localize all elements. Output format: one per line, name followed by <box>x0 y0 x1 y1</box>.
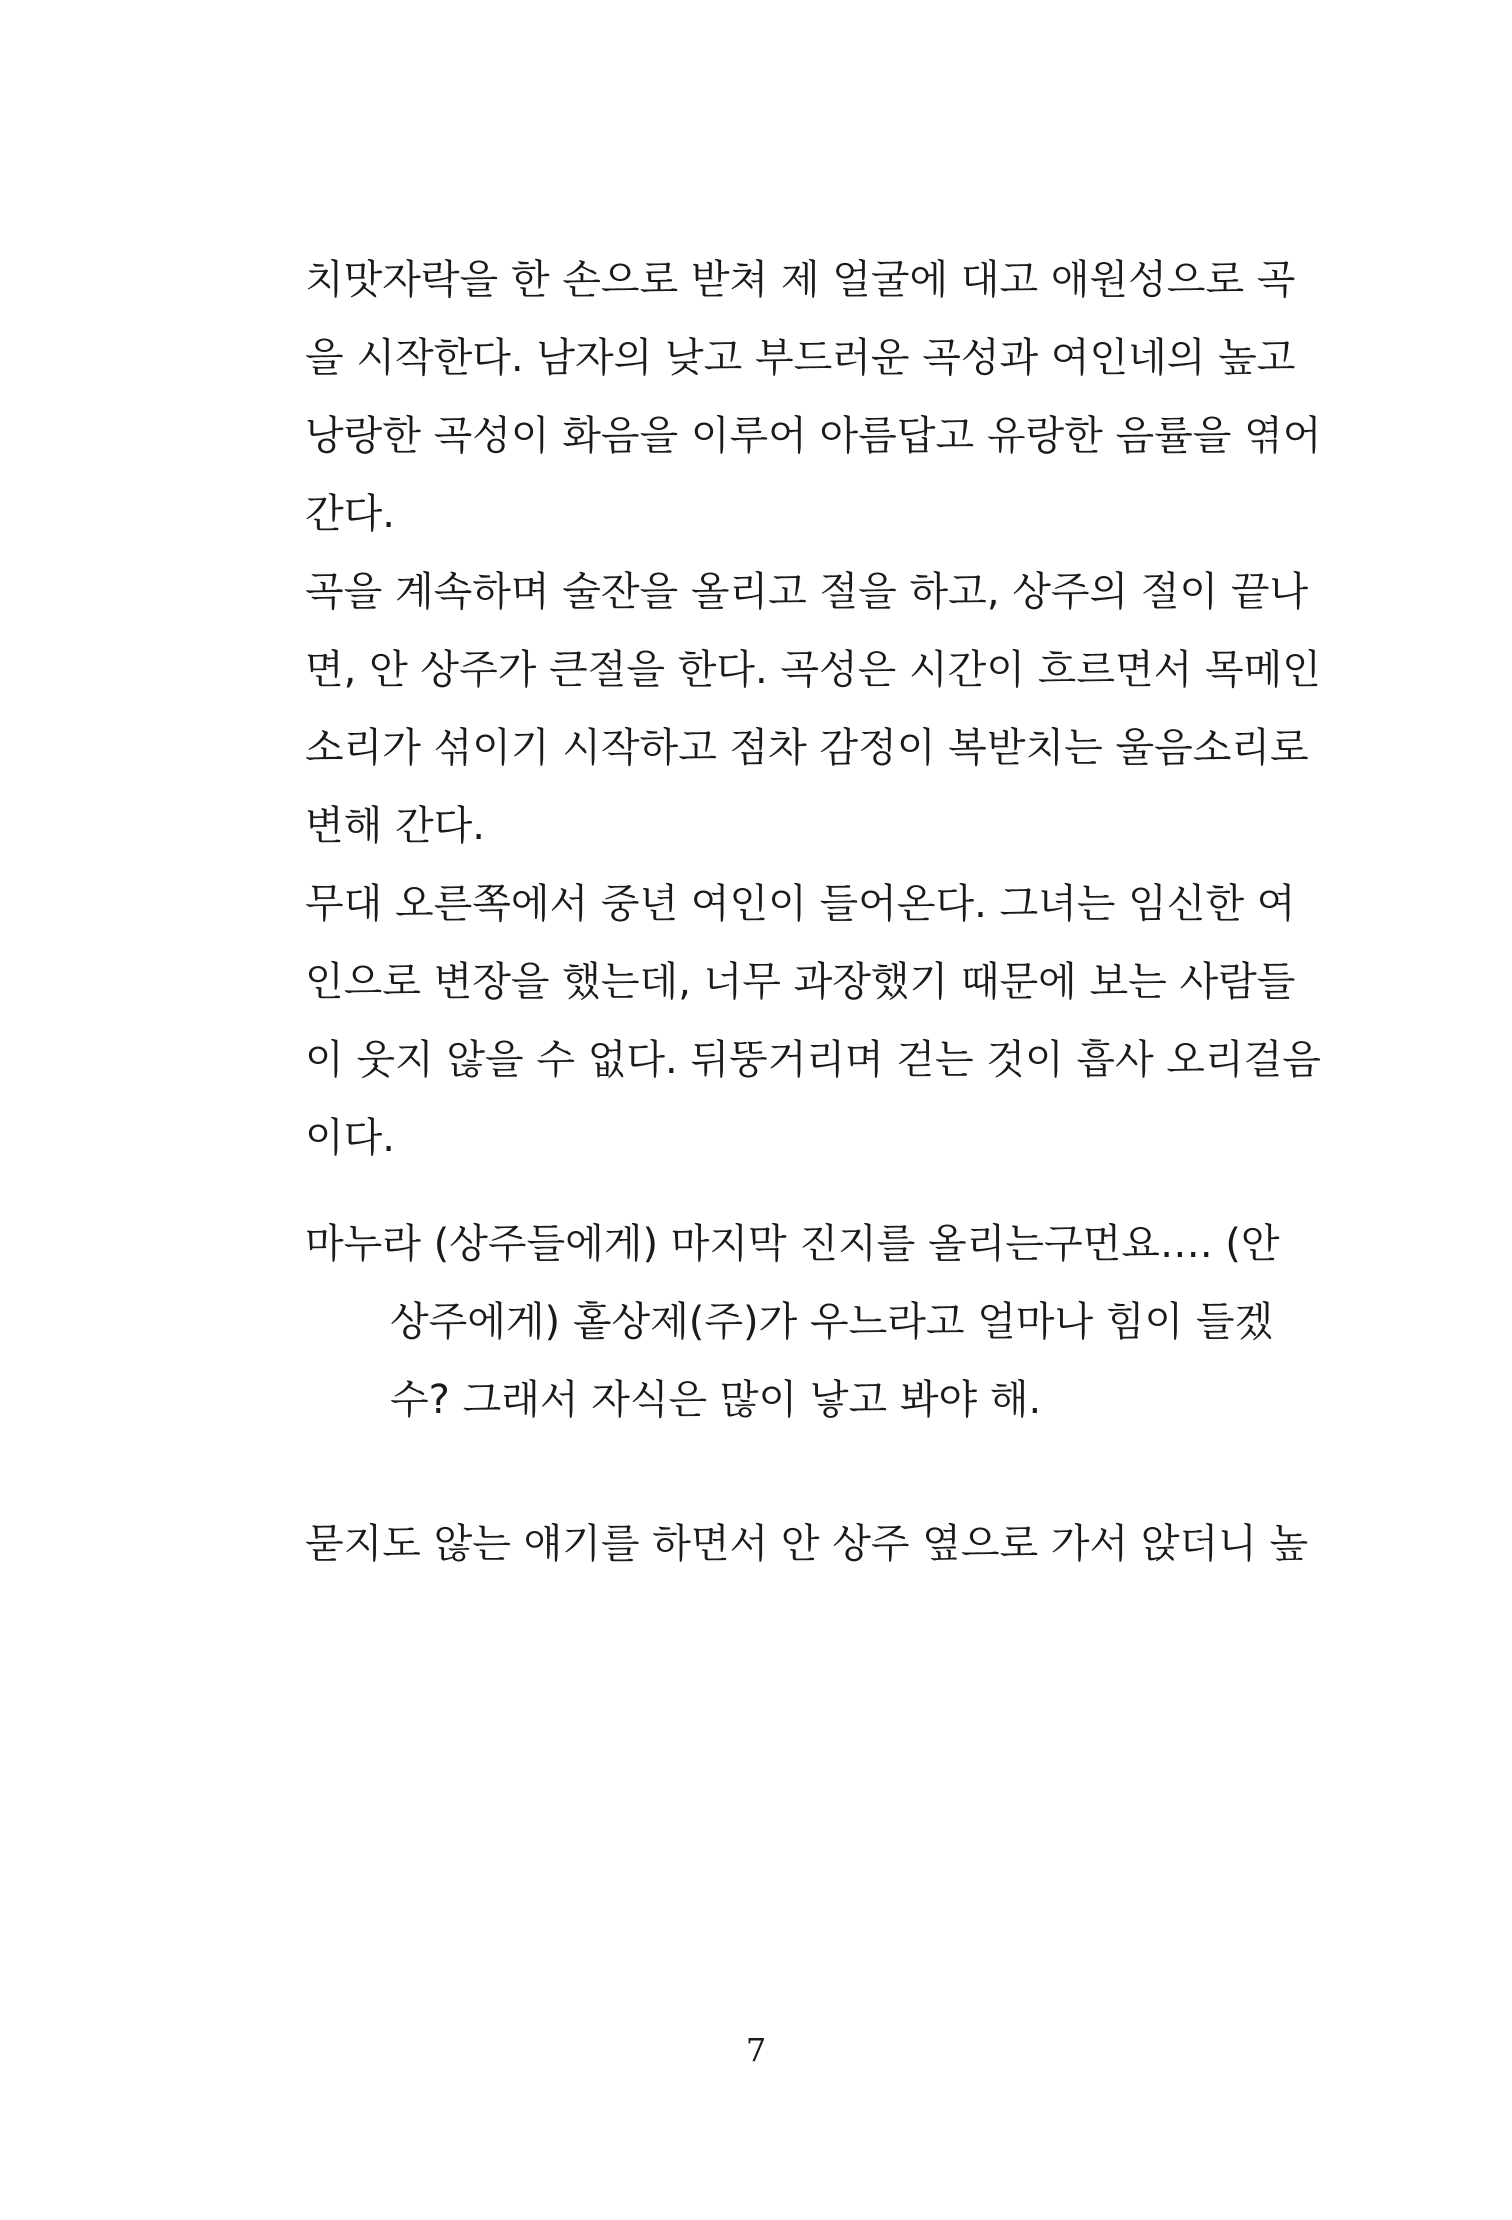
text-line: 무대 오른쪽에서 중년 여인이 들어온다. 그녀는 임신한 여 <box>305 881 1296 927</box>
dialogue-line: 수? 그래서 자식은 많이 낳고 봐야 해. <box>390 1377 1042 1423</box>
text-line: 이 웃지 않을 수 없다. 뒤뚱거리며 걷는 것이 흡사 오리걸음 <box>305 1037 1321 1083</box>
text-line: 을 시작한다. 남자의 낮고 부드러운 곡성과 여인네의 높고 <box>305 335 1296 381</box>
text-line: 곡을 계속하며 술잔을 올리고 절을 하고, 상주의 절이 끝나 <box>305 569 1309 615</box>
text-line: 면, 안 상주가 큰절을 한다. 곡성은 시간이 흐르면서 목메인 <box>305 647 1321 693</box>
text-line: 간다. <box>305 491 395 537</box>
page-number: 7 <box>745 2031 767 2069</box>
text-line: 낭랑한 곡성이 화음을 이루어 아름답고 유랑한 음률을 엮어 <box>305 413 1322 459</box>
dialogue-line-speaker: 마누라 (상주들에게) 마지막 진지를 올리는구먼요…. (안 <box>305 1221 1280 1267</box>
text-line: 인으로 변장을 했는데, 너무 과장했기 때문에 보는 사람들 <box>305 959 1296 1005</box>
dialogue-line: 상주에게) 홑상제(주)가 우느라고 얼마나 힘이 들겠 <box>390 1299 1274 1345</box>
text-line: 치맛자락을 한 손으로 받쳐 제 얼굴에 대고 애원성으로 곡 <box>305 257 1296 303</box>
text-line: 소리가 섞이기 시작하고 점차 감정이 복받치는 울음소리로 <box>305 725 1309 771</box>
closing-text-line: 묻지도 않는 얘기를 하면서 안 상주 옆으로 가서 앉더니 높 <box>305 1521 1309 1567</box>
text-line: 이다. <box>305 1115 395 1161</box>
text-line: 변해 간다. <box>305 803 485 849</box>
